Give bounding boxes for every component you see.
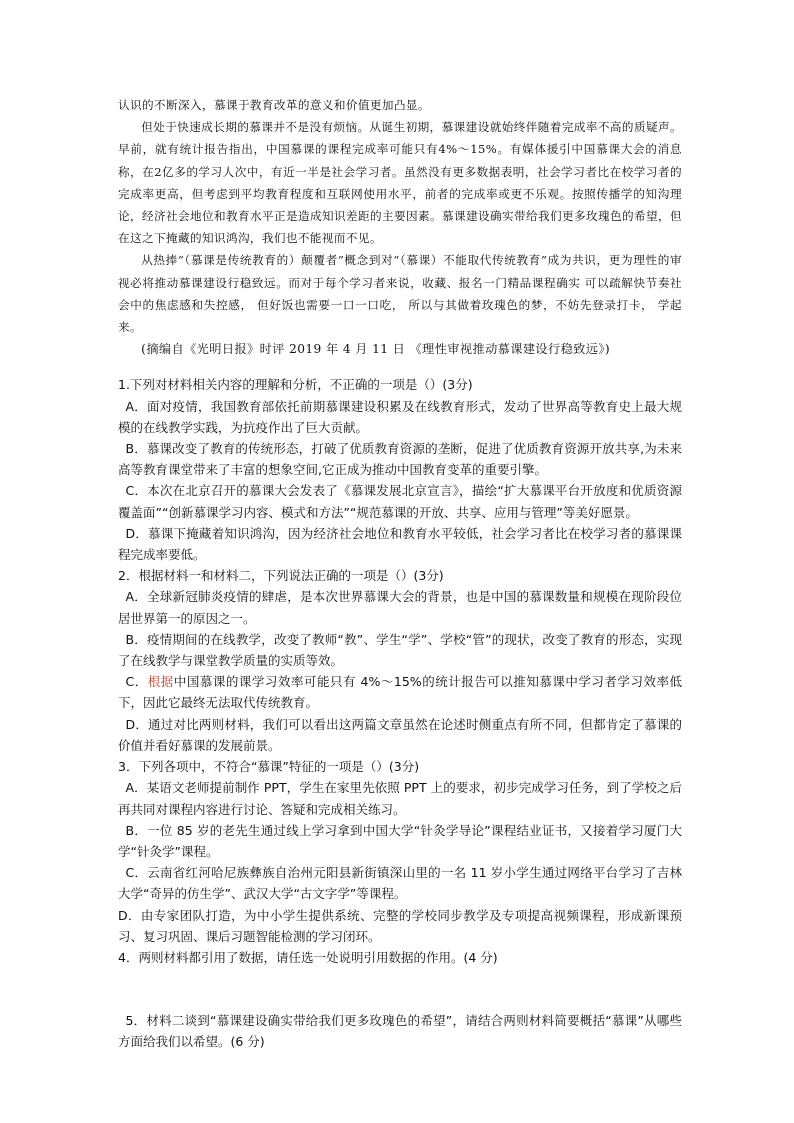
question-4-stem: 4．两则材料都引用了数据，请任选一处说明引用数据的作用。(4 分): [118, 949, 498, 965]
answer-space: [118, 968, 682, 1010]
question-5-stem: 5．材料二谈到“慕课建设确实带给我们更多玫瑰色的希望”，请结合两则材料简要概括“慕课”从哪些方面给我们以希望。(6 分): [118, 1013, 682, 1050]
question-2-option-a: A．全球新冠肺炎疫情的肆虐，是本次世界慕课大会的背景，也是中国的慕课数量和规模在现阶段位居世界第一的原因之一。: [118, 589, 682, 626]
question-3-stem: 3．下列各项中，不符合“慕课”特征的一项是（）(3分): [118, 759, 420, 775]
question-1-option-b: B．慕课改变了教育的传统形态，打破了优质教育资源的垄断，促进了优质教育资源开放共享,为未来高等教育课堂带来了丰富的想象空间,它正成为推动中国教育变革的重要引擎。: [118, 441, 682, 478]
question-list: [118, 374, 682, 1052]
question-1-option-c: C．本次在北京召开的慕课大会发表了《慕课发展北京宣言》，描绘“扩大慕课平台开放度和优质资源覆盖面”“创新慕课学习内容、模式和方法”“规范慕课的开放、共享、应用与管理”等美好愿景。: [118, 483, 682, 520]
passage-paragraph-0: 认识的不断深入，慕课于教育改革的意义和价值更加凸显。: [118, 98, 430, 112]
passage-source: (摘编自《光明日报》时评 2019 年 4 月 11 日 《理性审视推动慕课建设行稳致远》): [141, 342, 611, 357]
question-2-option-c: [118, 671, 682, 713]
question-3-option-a: A．某语文老师提前制作 PPT，学生在家里先依照 PPT 上的要求，初步完成学习任务，到了学校之后再共同对课程内容进行讨论、答疑和完成相关练习。: [118, 780, 682, 817]
question-3-option-c: C．云南省红河哈尼族彝族自治州元阳县新街镇深山里的一名 11 岁小学生通过网络平台学习了吉林大学“奇异的仿生学”、武汉大学“古文字学”等课程。: [118, 865, 682, 902]
passage-paragraph-1: 但处于快速成长期的慕课并不是没有烦恼。从诞生初期，慕课建设就始终伴随着完成率不高的质疑声。早前，就有统计报告指出，中国慕课的课程完成率可能只有4%～15%。有媒体援引中国慕课大会的消息称，在2亿多的学习人次中，有近一半是社会学习者。虽然没有更多数据表明，社会学习者比在校学习者的完成率更高，但考虑到平均教育程度和互联网使用水平，前者的完成率或更不乐观。按照传播学的知沟理论，经济社会地位和教育水平正是造成知识差距的主要因素。慕课建设确实带给我们更多玫瑰色的希望，但在这之下掩藏的知识鸿沟，我们也不能视而不见。: [118, 120, 682, 246]
question-2-option-b: B．疫情期间的在线教学，改变了教师“教”、学生“学”、学校“管”的现状，改变了教育的形态，实现了在线教学与课堂教学质量的实质等效。: [118, 631, 682, 669]
question-2-option-c-highlight: 根据: [147, 674, 174, 690]
question-1-stem: 1.下列对材料相关内容的理解和分析，不正确的一项是（）(3分): [118, 377, 473, 393]
question-1-option-d: D．慕课下掩藏着知识鸿沟，因为经济社会地位和教育水平较低，社会学习者比在校学习者的慕课课程完成率要低。: [118, 525, 682, 563]
question-2-option-c-rest: 中国慕课的课学习效率可能只有 4%～15%的统计报告可以推知慕课中学习者学习效率低下，因此它最终无法取代传统教育。: [118, 674, 682, 711]
reading-passage: [118, 94, 682, 360]
question-3-option-b: B．一位 85 岁的老先生通过线上学习拿到中国大学“针灸学导论”课程结业证书，又接着学习厦门大学“针灸学”课程。: [118, 822, 682, 859]
question-2-option-d: D．通过对比两则材料，我们可以看出这两篇文章虽然在论述时侧重点有所不同，但都肯定了慕课的价值并看好慕课的发展前景。: [118, 716, 682, 753]
question-1-option-a: A．面对疫情，我国教育部依托前期慕课建设积累及在线教育形式，发动了世界高等教育史上最大规模的在线教学实践，为抗疫作出了巨大贡献。: [118, 398, 682, 435]
question-2-stem: 2．根据材料一和材料二，下列说法正确的一项是（）(3分): [118, 568, 444, 584]
question-2-option-c-prefix: C．: [125, 674, 148, 690]
question-3-option-d: D．由专家团队打造，为中小学生提供系统、完整的学校同步教学及专项提高视频课程，形成新课预习、复习巩固、课后习题智能检测的学习闭环。: [118, 907, 682, 944]
passage-paragraph-2: 从热捧“（慕课是传统教育的）颠覆者”概念到对“（慕课）不能取代传统教育”成为共识，更为理性的审视必将推动慕课建设行稳致远。而对于每个学习者来说，收藏、报名一门精品课程确实 可以疏解快节奏社会中的焦虑感和失控感， 但好饭也需要一口一口吃， 所以与其做着玫瑰色的梦，不妨先登录打卡， 学起来。: [118, 253, 682, 335]
